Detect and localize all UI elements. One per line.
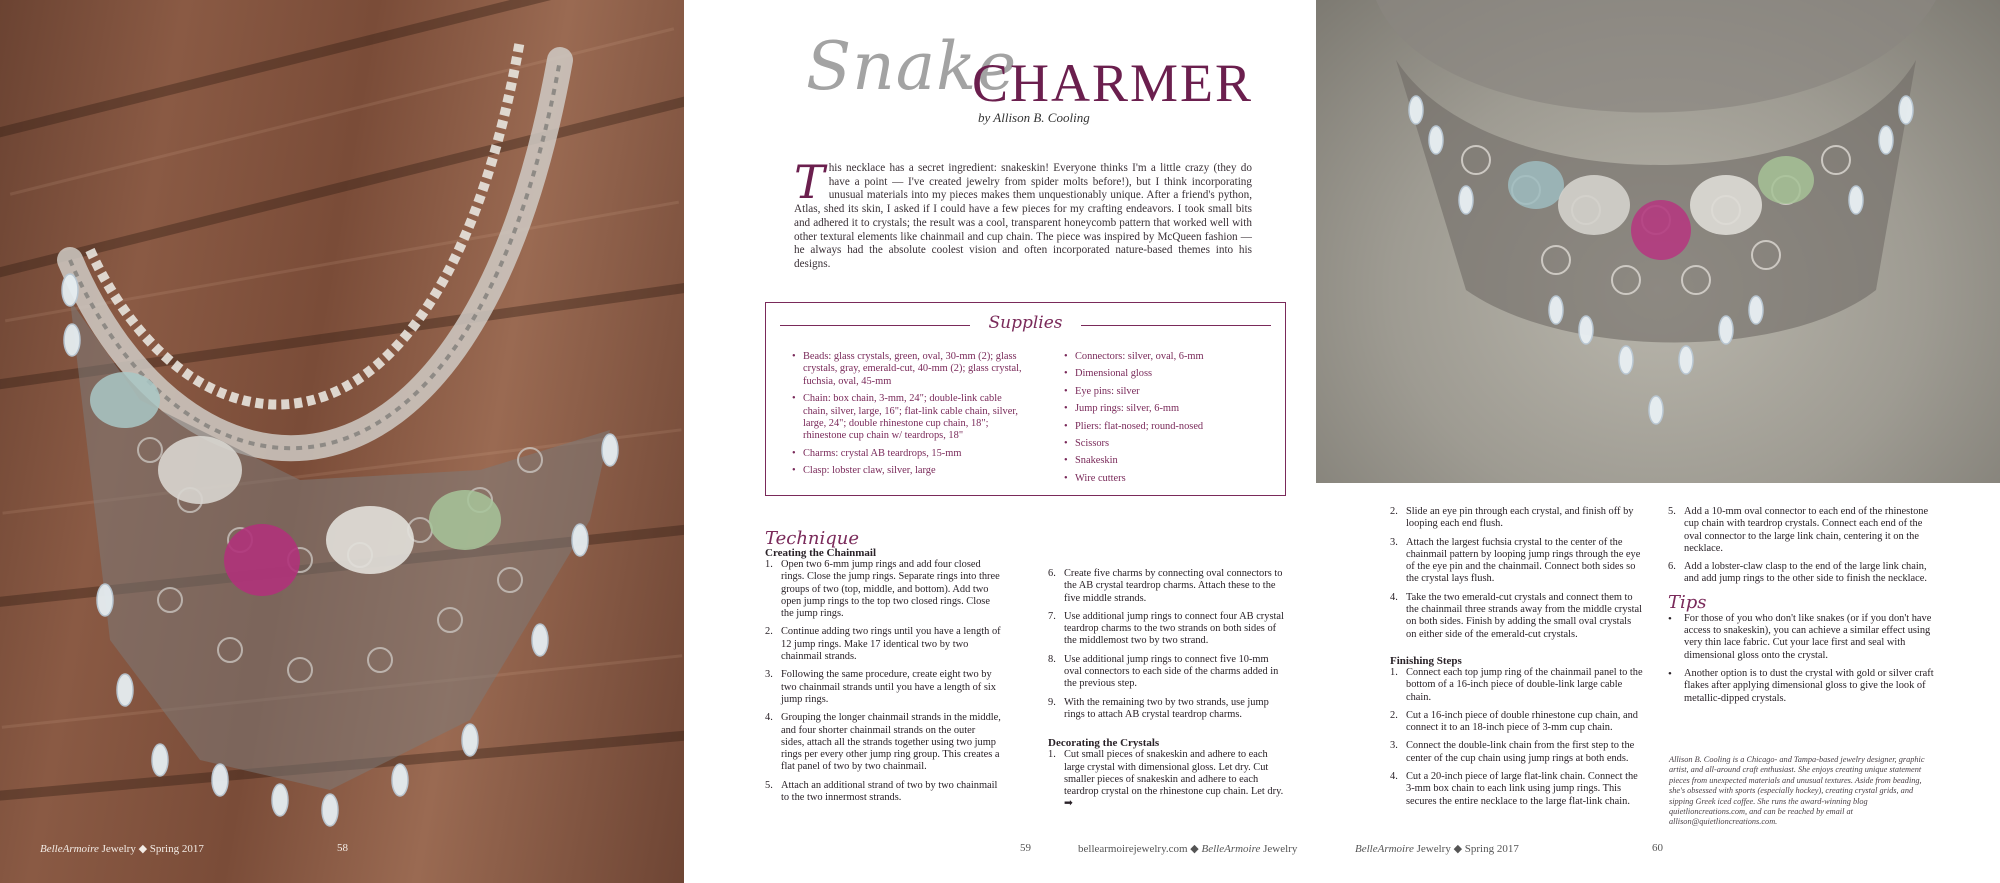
supplies-item: • Wire cutters: [1064, 473, 1264, 485]
supplies-title: Supplies: [988, 313, 1063, 333]
step-item: [1048, 654, 1288, 691]
tip-item: [1668, 668, 1934, 705]
drop-cap: T: [794, 155, 825, 209]
step-number: 5.: [1668, 506, 1676, 517]
page-number: 60: [1652, 842, 1663, 854]
supplies-item: • Snakeskin: [1064, 455, 1264, 467]
supplies-box: [765, 302, 1286, 496]
tip-text: For those of you who don't like snakes (or if you don't have access to snakeskin), you can achieve a similar effect using very thin lace fabric. Cut your lace first and seal with dimensional gloss onto the crystal.: [1684, 612, 1932, 661]
intro-paragraph: [794, 155, 1252, 272]
step-text: With the remaining two by two strands, use jump rings to attach AB crystal teardrop charms.: [1064, 696, 1269, 720]
supplies-item: • Clasp: lobster claw, silver, large: [792, 465, 1028, 477]
step-item: [765, 559, 1001, 620]
step-text: Cut a 16-inch piece of double rhinestone cup chain, and connect it to an 18-inch piece of 3-mm cup chain.: [1406, 709, 1638, 734]
step-item: [1048, 749, 1288, 810]
instructions-column-4: [1668, 506, 1934, 711]
byline: by Allison B. Cooling: [978, 110, 1090, 125]
step-number: 6.: [1048, 568, 1056, 579]
technique-column-1: [765, 528, 1001, 810]
technique-title: Technique: [765, 528, 860, 549]
necklace-illustration: [1316, 0, 2000, 483]
title-caps: CHARMER: [972, 53, 1254, 113]
step-text: Connect the double-link chain from the first step to the center of the cup chain using jump rings at both ends.: [1406, 740, 1635, 764]
step-text: Following the same procedure, create eight two by two chainmail strands until you have a length of six jump rings.: [781, 669, 996, 705]
supplies-item: • Charms: crystal AB teardrops, 15-mm: [792, 448, 1028, 460]
step-text: Use additional jump rings to connect five 10-mm oval connectors to each side of the charms added in the previous step.: [1064, 653, 1279, 690]
step-number: 2.: [765, 626, 773, 638]
footer-brand: BelleArmoire: [40, 843, 99, 855]
step-item: [1048, 568, 1288, 605]
tips-list: [1668, 613, 1934, 705]
step-text: Cut small pieces of snakeskin and adhere to each large crystal with dimensional gloss. Let dry. Cut smaller pieces of snakeskin and adhere to each teardrop crystal on the rhinestone cup chain. Let dry. ➡: [1064, 749, 1284, 810]
intro-text: his necklace has a secret ingredient: snakeskin! Everyone thinks I'm a little crazy (they do have a point — I've created jewelry from spider molts before!), but I think incorporating unusual materials into my pieces makes them unquestionably unique. After a friend's python, Atlas, shed its skin, I asked if I could have a few pieces for my crafting endeavors. I took small bits and adhered it to crystals; the result was a cool, transparent honeycomb pattern that worked well with other textural elements like chainmail and cup chain. The piece was inspired by McQueen fashion — he always had the absolute coolest vision and often incorporated nature-based themes into his designs.: [794, 162, 1252, 270]
step-text: Attach the largest fuchsia crystal to the center of the chainmail pattern by looping jump rings through the eye of the eye pin and the chainmail. Connect both sides so the crystal lays flush.: [1406, 536, 1641, 585]
crystals-steps: [1048, 749, 1288, 810]
supplies-list-left: [792, 351, 1028, 483]
necklace-illustration: [0, 0, 684, 883]
step-number: 9.: [1048, 696, 1056, 708]
supplies-item: • Dimensional gloss: [1064, 368, 1264, 380]
step-item: [1048, 611, 1288, 648]
step-text: Open two 6-mm jump rings and add four closed rings. Close the jump rings. Separate rings into three groups of two (top, middle, and bottom). Add two open jump rings to the top two closed rings. Close the jump rings.: [781, 559, 1000, 620]
step-item: [1390, 506, 1644, 531]
author-bio: Allison B. Cooling is a Chicago- and Tampa-based jewelry designer, graphic artist, and all-around craft enthusiast. She enjoys creating unique statement pieces from unexpected materials and unusual textures. Aside from beading, she's obsessed with sports (especially hockey), creating crystal grids, and sipping Greek iced coffee. She runs the award-winning blog quietlioncreations.com, and can be reached by email at allison@quietlioncreations.com.: [1669, 755, 1925, 827]
step-item: [1668, 561, 1934, 586]
step-text: Continue adding two rings until you have a length of 12 jump rings. Make 17 identical two by two chainmail strands.: [781, 626, 1001, 663]
step-item: [765, 669, 1001, 706]
step-number: 8.: [1048, 653, 1056, 665]
step-item: [1390, 667, 1644, 704]
supplies-item: • Pliers: flat-nosed; round-nosed: [1064, 421, 1264, 433]
step-item: [1668, 506, 1934, 555]
footer-issue: Jewelry ◆ Spring 2017: [101, 843, 204, 855]
finishing-heading: Finishing Steps: [1390, 654, 1462, 667]
page-footer-left: [40, 842, 204, 855]
finishing-steps: [1390, 667, 1644, 808]
footer-brand: BelleArmoire: [1355, 843, 1414, 855]
step-number: 3.: [765, 669, 773, 681]
chainmail-steps: [765, 559, 1001, 804]
step-text: Add a 10-mm oval connector to each end of the rhinestone cup chain with teardrop crystals. Connect each end of the oval connector to the large link chain, centering it on the necklace.: [1684, 506, 1929, 554]
finishing-steps-continued: [1668, 506, 1934, 586]
footer-label: Jewelry: [1263, 843, 1298, 855]
step-number: 1.: [1048, 749, 1056, 761]
step-number: 5.: [765, 779, 773, 791]
footer-website[interactable]: bellearmoirejewelry.com ◆: [1078, 843, 1199, 855]
tip-bullet: •: [1668, 667, 1672, 680]
supplies-item: • Eye pins: silver: [1064, 386, 1264, 398]
step-text: Connect each top jump ring of the chainmail panel to the bottom of a 16-inch piece of double-link large cable chain.: [1406, 666, 1643, 703]
footer-issue: Jewelry ◆ Spring 2017: [1416, 843, 1519, 855]
necklace-photo-right: [1316, 0, 2000, 483]
supplies-item: • Connectors: silver, oval, 6-mm: [1064, 351, 1264, 363]
charm-steps: [1048, 568, 1288, 721]
technique-column-2: [1048, 568, 1288, 817]
page-number: 59: [1020, 842, 1031, 854]
step-number: 4.: [765, 712, 773, 724]
step-text: Create five charms by connecting oval connectors to the AB crystal teardrop charms. Attach these to the five middle strands.: [1064, 568, 1283, 604]
footer-brand: BelleArmoire: [1201, 843, 1261, 855]
title-script: Snake: [806, 28, 1018, 105]
tip-bullet: •: [1668, 612, 1672, 625]
supplies-item: • Jump rings: silver, 6-mm: [1064, 403, 1264, 415]
page-number: 58: [337, 842, 348, 854]
step-number: 2.: [1390, 506, 1398, 517]
page-footer-center: [1078, 842, 1297, 855]
step-text: Use additional jump rings to connect four AB crystal teardrop charms to the two strands on both sides of the middlemost two by two strand.: [1064, 610, 1284, 647]
tips-title: Tips: [1668, 591, 1707, 613]
supplies-item: • Chain: box chain, 3-mm, 24"; double-link cable chain, silver, large, 16"; flat-link cable chain, silver, large, 24"; double rhinestone cup chain, 18"; rhinestone cup chain w/ teardrops, 18": [792, 393, 1028, 443]
step-item: [765, 780, 1001, 805]
step-item: [1390, 740, 1644, 765]
step-item: [1048, 697, 1288, 722]
step-item: [1390, 592, 1644, 641]
step-text: Add a lobster-claw clasp to the end of the large link chain, and add jump rings to the other side to finish the necklace.: [1684, 561, 1927, 585]
supplies-rule-right: [1081, 325, 1271, 326]
chainmail-heading: Creating the Chainmail: [765, 547, 877, 559]
crystals-heading: Decorating the Crystals: [1048, 737, 1160, 750]
step-number: 3.: [1390, 536, 1398, 548]
supplies-item: • Scissors: [1064, 438, 1264, 450]
step-number: 4.: [1390, 591, 1398, 603]
step-number: 3.: [1390, 740, 1398, 752]
supplies-item: • Beads: glass crystals, green, oval, 30-mm (2); glass crystals, gray, emerald-cut, 40-mm (2); glass crystal, fuchsia, oval, 45-mm: [792, 351, 1028, 388]
step-text: Take the two emerald-cut crystals and connect them to the chainmail three strands away from the middle crystal on both sides. Finish by adding the small oval crystals on either side of the emerald-cut crystals.: [1406, 591, 1643, 640]
step-item: [1390, 710, 1644, 735]
step-item: [1390, 537, 1644, 586]
tip-text: Another option is to dust the crystal with gold or silver craft flakes after applying dimensional gloss to give the look of metallic-dipped crystals.: [1684, 667, 1934, 704]
page-footer-right: [1355, 842, 1519, 855]
necklace-photo-left: [0, 0, 684, 883]
instructions-column-3: [1390, 506, 1644, 814]
step-number: 4.: [1390, 771, 1398, 783]
step-number: 2.: [1390, 709, 1398, 721]
step-item: [765, 712, 1001, 773]
step-text: Attach an additional strand of two by two chainmail to the two innermost strands.: [781, 779, 998, 804]
step-text: Cut a 20-inch piece of large flat-link chain. Connect the 3-mm box chain to each link using jump rings. This secures the entire necklace to the large flat-link chain.: [1406, 771, 1638, 807]
step-item: [1390, 771, 1644, 808]
step-item: [765, 626, 1001, 663]
step-number: 7.: [1048, 610, 1056, 622]
step-text: Grouping the longer chainmail strands in the middle, and four shorter chainmail strands on the outer sides, attach all the strands together using two jump rings per every other jump ring group. This creates a flat panel of two by two chainmail.: [781, 712, 1001, 773]
supplies-list-right: [1064, 351, 1264, 490]
step-number: 6.: [1668, 561, 1676, 573]
crystal-steps-continued: [1390, 506, 1644, 641]
tip-item: [1668, 613, 1934, 662]
step-text: Slide an eye pin through each crystal, and finish off by looping each end flush.: [1406, 506, 1634, 530]
step-number: 1.: [765, 559, 773, 570]
step-number: 1.: [1390, 666, 1398, 678]
